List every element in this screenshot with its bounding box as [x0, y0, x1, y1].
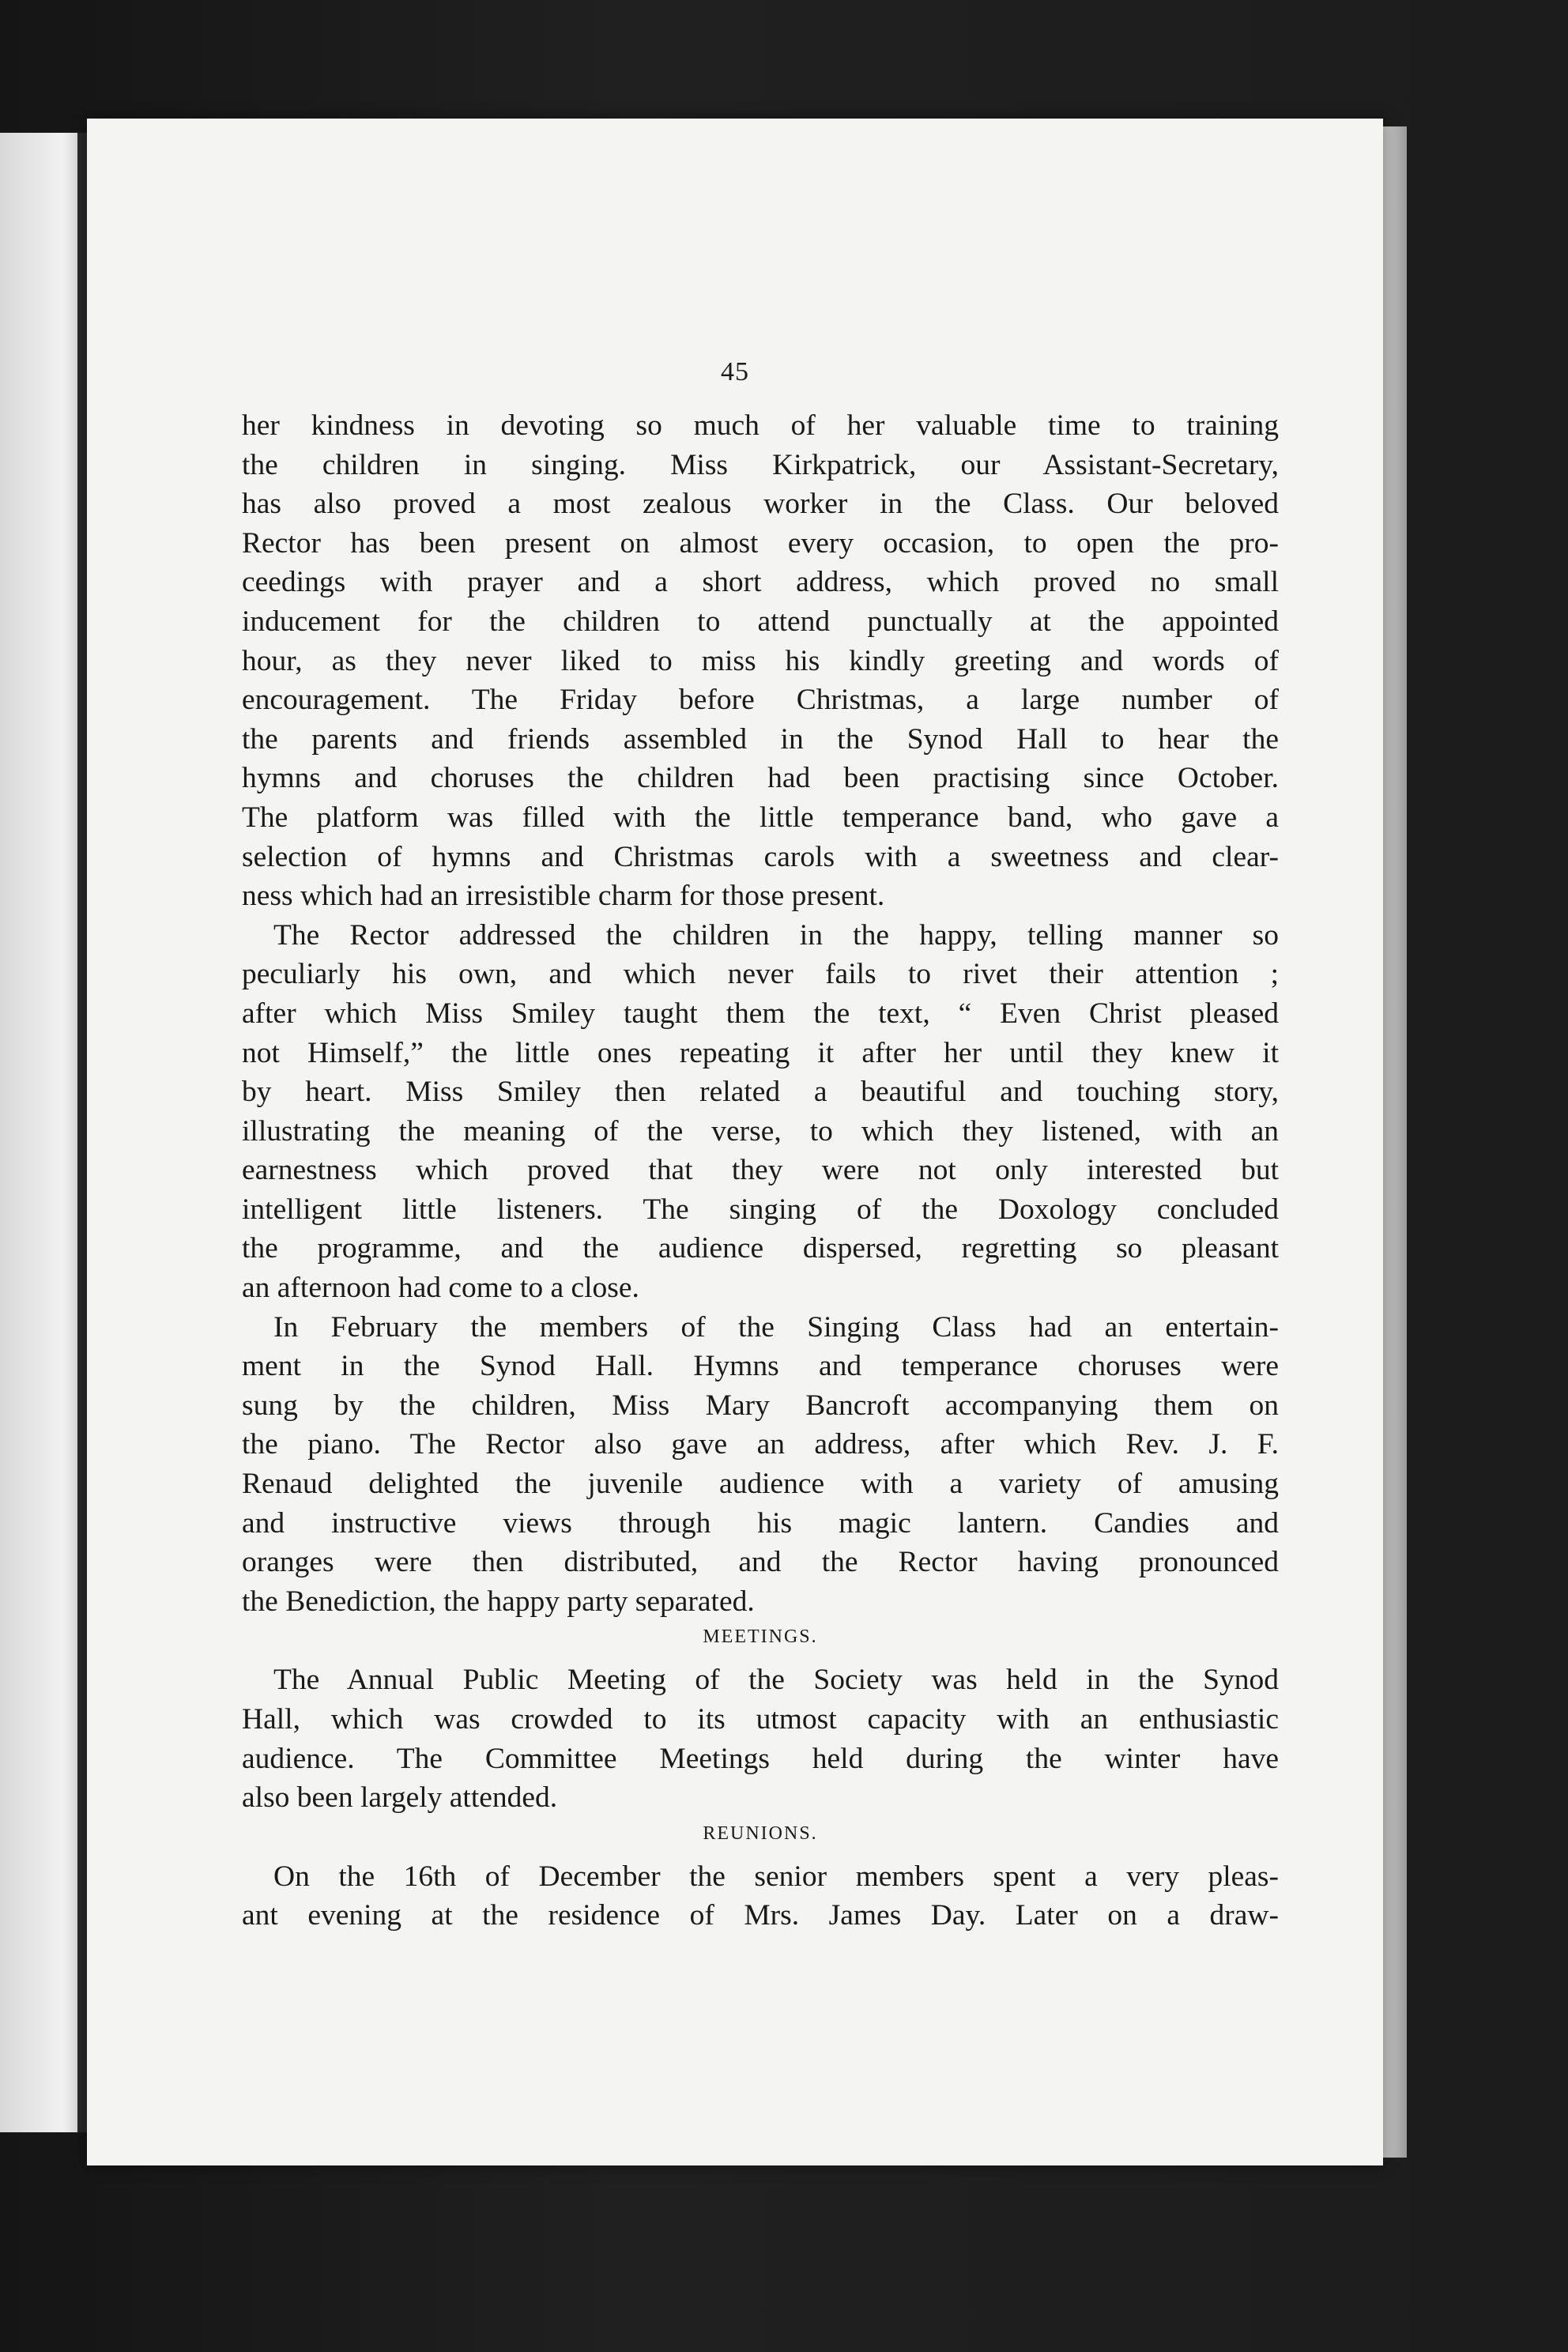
text-line: after which Miss Smiley taught them the text, “ Even Christ pleased: [242, 997, 1279, 1030]
text-line: encouragement. The Friday before Christmas, a large number of: [242, 684, 1279, 717]
text-line: the children in singing. Miss Kirkpatrick, our Assistant-Secretary,: [242, 448, 1279, 481]
text-line: the parents and friends assembled in the Synod Hall to hear the: [242, 722, 1279, 756]
text-line: Hall, which was crowded to its utmost capacity with an enthusiastic: [242, 1703, 1279, 1736]
book-page: [87, 119, 1383, 2165]
text-line: the piano. The Rector also gave an address, after which Rev. J. F.: [242, 1428, 1279, 1461]
text-line: ant evening at the residence of Mrs. James Day. Later on a draw-: [242, 1899, 1279, 1932]
text-line: peculiarly his own, and which never fails to rivet their attention ;: [242, 958, 1279, 991]
section-heading-reunions: REUNIONS.: [703, 1822, 818, 1844]
text-line: The Rector addressed the children in the happy, telling manner so: [273, 918, 1279, 952]
text-line: the programme, and the audience dispersed, regretting so pleasant: [242, 1232, 1279, 1265]
text-line: hymns and choruses the children had been practising since October.: [242, 762, 1279, 795]
text-line: her kindness in devoting so much of her valuable time to training: [242, 409, 1279, 442]
text-line: hour, as they never liked to miss his kindly greeting and words of: [242, 644, 1279, 677]
text-line: ceedings with prayer and a short address, which proved no small: [242, 566, 1279, 599]
left-page-edge: [0, 133, 77, 2132]
text-line: not Himself,” the little ones repeating it after her until they knew it: [242, 1036, 1279, 1069]
text-line: On the 16th of December the senior members spent a very pleas-: [273, 1860, 1279, 1893]
text-line: oranges were then distributed, and the Rector having pronounced: [242, 1546, 1279, 1579]
text-line: inducement for the children to attend punctually at the appointed: [242, 605, 1279, 638]
text-line: ness which had an irresistible charm for those present.: [242, 880, 885, 913]
text-line: earnestness which proved that they were not only interested but: [242, 1154, 1279, 1187]
text-line: the Benediction, the happy party separated.: [242, 1585, 755, 1618]
book-gutter: [77, 133, 87, 2132]
text-line: In February the members of the Singing Class had an entertain-: [273, 1310, 1279, 1344]
text-line: and instructive views through his magic lantern. Candies and: [242, 1506, 1279, 1540]
text-line: The platform was filled with the little temperance band, who gave a: [242, 801, 1279, 834]
text-line: intelligent little listeners. The singing of the Doxology concluded: [242, 1193, 1279, 1226]
text-line: ment in the Synod Hall. Hymns and temperance choruses were: [242, 1350, 1279, 1383]
section-heading-meetings: MEETINGS.: [703, 1626, 818, 1648]
text-line: an afternoon had come to a close.: [242, 1272, 639, 1305]
text-line: audience. The Committee Meetings held during the winter have: [242, 1742, 1279, 1775]
text-line: Rector has been present on almost every occasion, to open the pro-: [242, 526, 1279, 560]
text-line: selection of hymns and Christmas carols with a sweetness and clear-: [242, 840, 1279, 873]
text-line: has also proved a most zealous worker in the Class. Our beloved: [242, 488, 1279, 521]
text-line: also been largely attended.: [242, 1781, 558, 1815]
page-right-edge: [1383, 126, 1407, 2158]
text-line: The Annual Public Meeting of the Society was held in the Synod: [273, 1664, 1279, 1697]
page-body: [242, 406, 1279, 1936]
text-line: illustrating the meaning of the verse, to which they listened, with an: [242, 1114, 1279, 1148]
text-line: by heart. Miss Smiley then related a beautiful and touching story,: [242, 1076, 1279, 1109]
text-line: sung by the children, Miss Mary Bancroft accompanying them on: [242, 1389, 1279, 1422]
page-number: 45: [721, 357, 749, 386]
text-line: Renaud delighted the juvenile audience with a variety of amusing: [242, 1468, 1279, 1501]
